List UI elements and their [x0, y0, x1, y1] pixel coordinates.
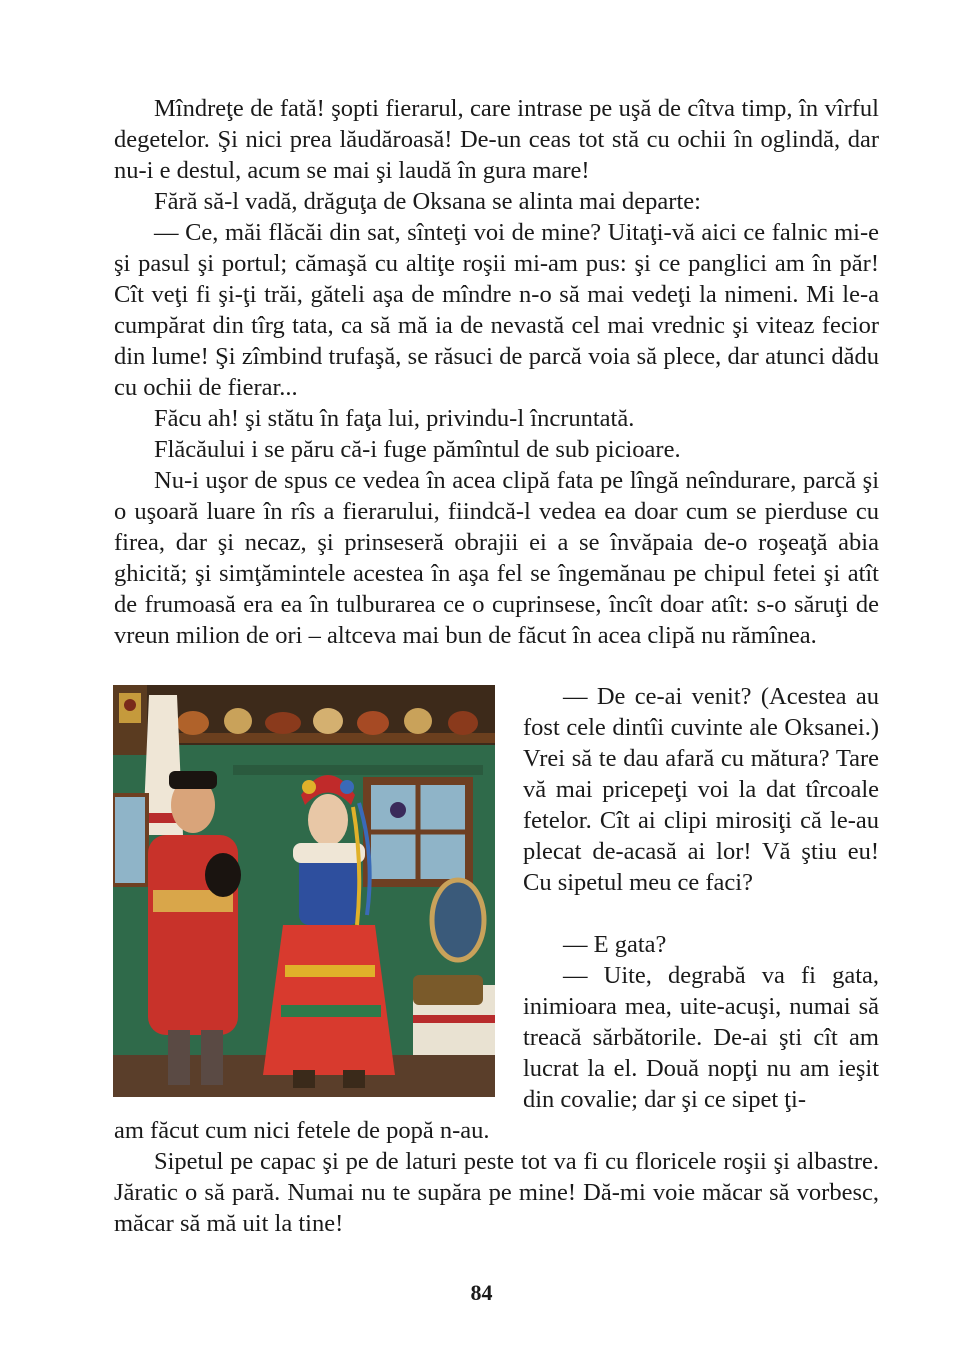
side-paragraph-3: — Uite, degrabă va fi gata, inimioara mea, uite-acuşi, numai să treacă sărbătorile. De-ai şti cît am lucrat la el. Două nopţi nu am ieşit din covalie; dar şi ce sipet ţi- [523, 962, 879, 1113]
illustration-smith-and-oksana [113, 685, 495, 1097]
side-paragraph-2: — E gata? [563, 931, 667, 958]
continuation-line: am făcut cum nici fetele de popă n-au. [114, 1117, 490, 1144]
final-paragraph: Sipetul pe capac şi pe de laturi peste tot va fi cu floricele roşii şi albastre. Jăratic o să pară. Numai nu te supăra pe mine! Dă-mi voie măcar să vorbesc, măcar să mă uit la tine! [114, 1148, 879, 1237]
side-paragraph-1: — De ce-ai venit? (Acestea au fost cele dintîi cuvinte ale Oksanei.) Vrei să te dau afară cu mătura? Tare vă mai pricepeţi voi la dat tîrcoale fetelor. Cît ai clipi mirosiţi că le-au plecat de-acasă ai lor! Vă ştiu eu! Cu sipetul meu ce faci? [523, 683, 879, 896]
paragraph-5: Flăcăului i se păru că-i fuge pămîntul de sub picioare. [154, 436, 681, 463]
paragraph-1: Mîndreţe de fată! şopti fierarul, care intrase pe uşă de cîtva timp, în vîrful degetelor. Şi nici prea lăudăroasă! De-un ceas tot stă cu ochii în oglindă, dar nu-i e destul, acum se mai şi laudă în gura mare! [114, 95, 879, 184]
paragraph-6: Nu-i uşor de spus ce vedea în acea clipă fata pe lîngă neîndurare, parcă şi o uşoară luare în rîs a fierarului, fiindcă-l vedea ea doar cum se pierduse cu firea, dar şi necaz, şi prinseseră obrajii ei a se învăpaia de-o roşeaţă abia ghicită; şi simţămintele acestea în aşa fel se îngemănau pe chipul fetei şi atît de frumoasă era ea în tulburarea ce o cuprinsese, încît doar atît: s-o săruţi de vreun milion de ori – altceva mai bun de făcut în acea clipă nu rămînea. [114, 467, 879, 649]
paragraph-4: Făcu ah! şi stătu în faţa lui, privindu-l încruntată. [154, 405, 635, 432]
paragraph-2: Fără să-l vadă, drăguţa de Oksana se alinta mai departe: [154, 188, 701, 215]
page-number: 84 [470, 1280, 493, 1305]
paragraph-3: — Ce, măi flăcăi din sat, sînteţi voi de mine? Uitaţi-vă aici ce falnic mi-e şi pasul şi portul; cămaşă cu altiţe roşii mi-am pus: şi ce panglici am în păr! Cît veţi fi şi-ţi trăi, găteli aşa de mîndre n-o să mai vedeţi la nimeni. Mi le-a cumpărat din tîrg tata, ca să mă ia de nevastă cel mai vrednic şi viteaz fecior din lume! Şi zîmbind trufaşă, se răsuci de parcă voia să plece, dar atunci dădu cu ochii de fierar... [114, 219, 879, 401]
